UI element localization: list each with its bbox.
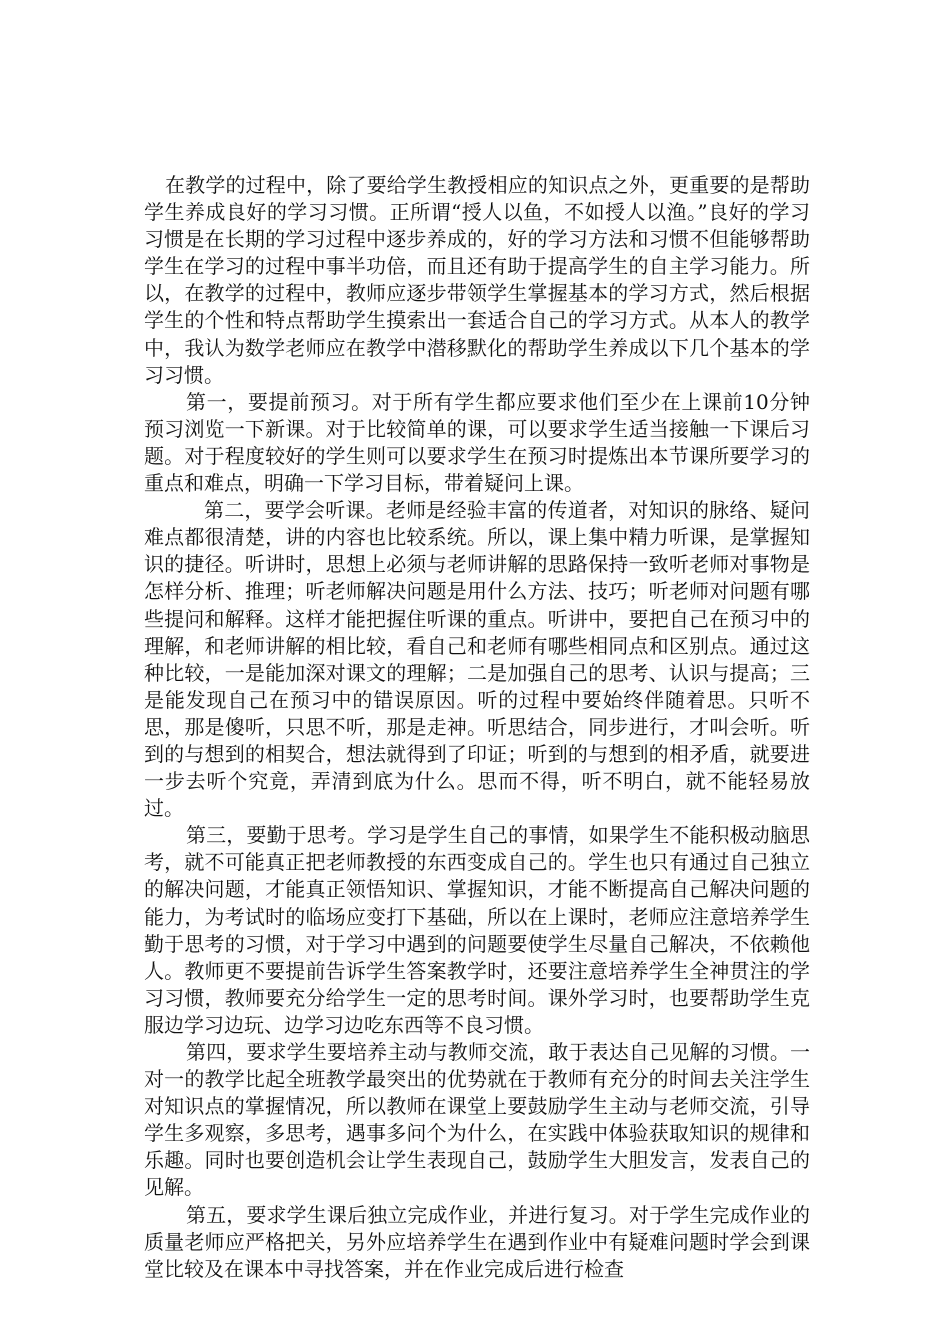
paragraph-listening: 第二，要学会听课。老师是经验丰富的传道者，对知识的脉络、疑问难点都很清楚，讲的内容也比较系统。所以，课上集中精力听课，是掌握知识的捷径。听讲时，思想上必须与老师讲解的思路保持一致听老师对事物是怎样分析、推理；听老师解决问题是用什么方法、技巧；听老师对问题有哪些提问和解释。这样才能把握住听课的重点。听讲中，要把自己在预习中的理解，和老师讲解的相比较，看自己和老师有哪些相同点和区别点。通过这种比较，一是能加深对课文的理解；二是加强自己的思考、认识与提高；三是能发现自己在预习中的错误原因。听的过程中要始终伴随着思。只听不思，那是傻听，只思不听，那是走神。听思结合，同步进行，才叫会听。听到的与想到的相契合，想法就得到了印证；听到的与想到的相矛盾，就要进一步去听个究竟，弄清到底为什么。思而不得，听不明白，就不能轻易放过。 bbox=[144, 498, 810, 821]
paragraph-communication: 第四，要求学生要培养主动与教师交流，敢于表达自己见解的习惯。一对一的教学比起全班教学最突出的优势就在于教师有充分的时间去关注学生对知识点的掌握情况，所以教师在课堂上要鼓励学生主动与老师交流，引导学生多观察，多思考，遇事多问个为什么，在实践中体验获取知识的规律和乐趣。同时也要创造机会让学生表现自己，鼓励学生大胆发言，发表自己的见解。 bbox=[144, 1040, 810, 1200]
paragraph-preview: 第一，要提前预习。对于所有学生都应要求他们至少在上课前10分钟预习浏览一下新课。对于比较简单的课，可以要求学生适当接触一下课后习题。对于程度较好的学生则可以要求学生在预习时提炼出本节课所要学习的重点和难点，明确一下学习目标，带着疑问上课。 bbox=[144, 389, 810, 496]
document-body bbox=[144, 172, 810, 1283]
paragraph-thinking: 第三，要勤于思考。学习是学生自己的事情，如果学生不能积极动脑思考，就不可能真正把老师教授的东西变成自己的。学生也只有通过自己独立的解决问题，才能真正领悟知识、掌握知识，才能不断提高自己解决问题的能力，为考试时的临场应变打下基础，所以在上课时，老师应注意培养学生勤于思考的习惯，对于学习中遇到的问题要使学生尽量自己解决，不依赖他人。教师更不要提前告诉学生答案教学时，还要注意培养学生全神贯注的学习习惯，教师要充分给学生一定的思考时间。课外学习时，也要帮助学生克服边学习边玩、边学习边吃东西等不良习惯。 bbox=[144, 823, 810, 1037]
paragraph-homework: 第五，要求学生课后独立完成作业，并进行复习。对于学生完成作业的质量老师应严格把关，另外应培养学生在遇到作业中有疑难问题时学会到课堂比较及在课本中寻找答案，并在作业完成后进行检查 bbox=[144, 1202, 810, 1281]
paragraph-intro: 在教学的过程中，除了要给学生教授相应的知识点之外，更重要的是帮助学生养成良好的学习习惯。正所谓“授人以鱼，不如授人以渔。”良好的学习习惯是在长期的学习过程中逐步养成的，好的学习方法和习惯不但能够帮助学生在学习的过程中事半功倍，而且还有助于提高学生的自主学习能力。所以，在教学的过程中，教师应逐步带领学生掌握基本的学习方式，然后根据学生的个性和特点帮助学生摸索出一套适合自己的学习方式。从本人的教学中，我认为数学老师应在教学中潜移默化的帮助学生养成以下几个基本的学习习惯。 bbox=[144, 173, 810, 387]
